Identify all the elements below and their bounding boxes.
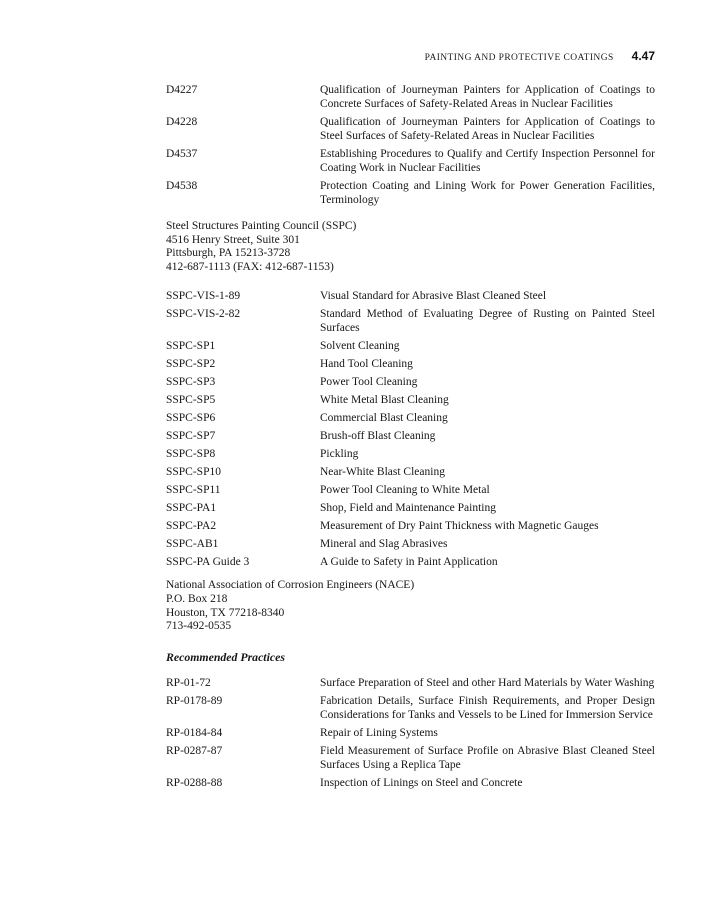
standard-description: Repair of Lining Systems [320,726,438,739]
standard-entry [166,115,655,143]
sspc-standards-list [166,289,655,569]
standard-code: SSPC-SP3 [166,376,216,389]
standard-code: RP-0178-89 [166,694,223,707]
astm-standards-list [166,83,655,207]
address-line: Houston, TX 77218-8340 [166,606,285,619]
sspc-address-block [166,220,655,274]
standard-code: SSPC-SP10 [166,466,221,479]
standard-description: Power Tool Cleaning [320,376,418,389]
standard-entry [166,307,655,335]
recommended-practices-heading: Recommended Practices [166,649,285,664]
standard-description: A Guide to Safety in Paint Application [320,556,498,569]
standard-code: SSPC-SP2 [166,358,216,371]
standard-description: Solvent Cleaning [320,340,400,353]
standard-entry [166,519,655,533]
standard-entry [166,483,655,497]
address-line: P.O. Box 218 [166,592,228,605]
page-number: 4.47 [631,49,655,63]
standard-code: RP-0288-88 [166,776,223,789]
standard-code: RP-0287-87 [166,744,223,757]
standard-entry [166,744,655,772]
standard-description: Power Tool Cleaning to White Metal [320,484,490,497]
standard-code: D4227 [166,84,198,96]
address-line: 412-687-1113 (FAX: 412-687-1153) [166,260,334,273]
running-head [166,49,655,63]
address-line: National Association of Corrosion Engineers (NACE) [166,579,415,592]
address-line: 713-492-0535 [166,620,232,633]
standard-code: D4537 [166,148,198,160]
standard-entry [166,357,655,371]
standard-code: SSPC-SP8 [166,448,216,461]
standard-entry [166,289,655,303]
standard-description: White Metal Blast Cleaning [320,394,449,407]
standard-description: Establishing Procedures to Qualify and Certify Inspection Personnel for Coating Work in Nuclear Facilities [320,148,655,174]
standard-entry [166,555,655,569]
standard-entry [166,393,655,407]
standard-code: SSPC-SP11 [166,484,221,497]
standard-entry [166,465,655,479]
address-line: 4516 Henry Street, Suite 301 [166,233,300,246]
standard-code: SSPC-SP6 [166,412,216,425]
standard-description: Near-White Blast Cleaning [320,466,445,479]
standard-entry [166,726,655,740]
standard-code: SSPC-SP7 [166,430,216,443]
standard-code: SSPC-VIS-2-82 [166,308,241,321]
standard-description: Measurement of Dry Paint Thickness with Magnetic Gauges [320,520,599,533]
standard-description: Surface Preparation of Steel and other Hard Materials by Water Washing [320,676,655,689]
standard-code: SSPC-PA2 [166,520,217,533]
standard-code: RP-0184-84 [166,726,223,739]
nace-address-block [166,579,655,633]
standard-code: SSPC-SP1 [166,340,216,353]
standard-entry [166,501,655,515]
standard-code: SSPC-SP5 [166,394,216,407]
standard-description: Brush-off Blast Cleaning [320,430,436,443]
standard-entry [166,375,655,389]
standard-code: RP-01-72 [166,676,211,689]
standard-description: Field Measurement of Surface Profile on Abrasive Blast Cleaned Steel Surfaces Using a Replica Tape [320,744,655,771]
standard-entry [166,339,655,353]
page-content [166,49,655,790]
standard-entry [166,83,655,111]
standard-entry [166,776,655,790]
standard-code: SSPC-VIS-1-89 [166,290,241,303]
address-line: Pittsburgh, PA 15213-3728 [166,247,291,260]
standard-description: Qualification of Journeyman Painters for Application of Coatings to Steel Surfaces of Safety-Related Areas in Nuclear Facilities [320,116,655,142]
standard-description: Standard Method of Evaluating Degree of Rusting on Painted Steel Surfaces [320,308,655,335]
standard-code: SSPC-PA1 [166,502,217,515]
standard-description: Shop, Field and Maintenance Painting [320,502,496,515]
standard-code: D4228 [166,116,198,128]
standard-description: Mineral and Slag Abrasives [320,538,448,551]
standard-entry [166,411,655,425]
standard-description: Fabrication Details, Surface Finish Requirements, and Proper Design Considerations for Tanks and Vessels to be Lined for Immersion Service [320,694,655,721]
standard-code: SSPC-PA Guide 3 [166,556,250,569]
standard-code: SSPC-AB1 [166,538,219,551]
standard-description: Protection Coating and Lining Work for Power Generation Facilities, Terminology [320,180,655,206]
standard-description: Pickling [320,448,359,461]
standard-entry [166,147,655,175]
standard-entry [166,179,655,207]
standard-description: Visual Standard for Abrasive Blast Cleaned Steel [320,290,547,303]
recommended-practices-list [166,676,655,790]
standard-description: Hand Tool Cleaning [320,358,413,371]
standard-entry [166,537,655,551]
standard-entry [166,694,655,722]
standard-entry [166,676,655,690]
standard-description: Commercial Blast Cleaning [320,412,448,425]
standard-entry [166,447,655,461]
standard-description: Inspection of Linings on Steel and Concrete [320,776,523,789]
standard-entry [166,429,655,443]
address-line: Steel Structures Painting Council (SSPC) [166,220,357,232]
standard-code: D4538 [166,180,198,192]
standard-description: Qualification of Journeyman Painters for Application of Coatings to Concrete Surfaces of Safety-Related Areas in Nuclear Facilities [320,84,655,110]
running-head-title: PAINTING AND PROTECTIVE COATINGS [424,53,614,63]
